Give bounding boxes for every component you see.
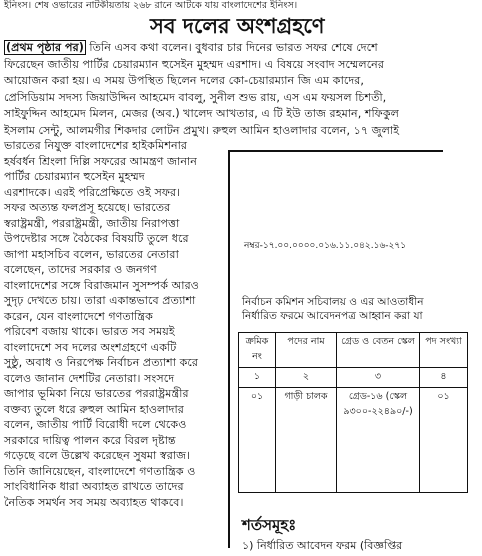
column-line: নৈতিক সমর্থন সব সময় অব্যাহত থাকবে। bbox=[4, 495, 184, 509]
article-body bbox=[4, 40, 434, 140]
cell-post-count: ০১ bbox=[420, 388, 468, 493]
column-number: ২ bbox=[276, 368, 337, 388]
vacancy-table bbox=[238, 332, 468, 493]
column-line: সফর অত্যন্ত ফলপ্রসূ হয়েছে। ভারতের bbox=[4, 201, 171, 214]
memo-number: নম্বর-১৭.০০.০০০০.০১৬.১১.০৪২.১৬-২৭১ bbox=[244, 241, 407, 251]
column-line: হর্ষবর্ধন শ্রিংলা দিল্লি সফরের আমন্ত্রণ জানান bbox=[4, 154, 197, 168]
column-line: জাপার ভূমিকা নিয়ে ভারতের পররাষ্ট্রমন্ত্রীর bbox=[4, 387, 189, 400]
column-line: সরকারে দায়িত্ব পালন করে বিরল দৃষ্টান্ত bbox=[4, 433, 176, 447]
cell-serial: ০১ bbox=[239, 388, 276, 493]
header-grade-scale: গ্রেড ও বেতন স্কেল bbox=[337, 333, 420, 368]
article-line bbox=[4, 40, 434, 57]
column-line: সাংবিধানিক ধারা অব্যাহত রাখতে তাদের bbox=[4, 480, 184, 493]
column-line: করেন, যেন বাংলাদেশে গণতান্ত্রিক bbox=[4, 309, 153, 323]
article-line: ইসলাম সেন্টু, আলমগীর শিকদার লোটন প্রমুখ। রুহুল আমিন হাওলাদার বলেন, ১৭ জুলাই bbox=[4, 123, 400, 137]
table-numbering-row bbox=[239, 368, 468, 388]
article-headline: সব দলের অংশগ্রহণে bbox=[150, 14, 325, 38]
article-line: ফিরেছেন জাতীয় পার্টির চেয়ারম্যান হুসেইন মুহম্মদ এরশাদ। এ বিষয়ে সংবাদ সম্মেলনের bbox=[4, 57, 385, 71]
table-row bbox=[239, 388, 468, 493]
terms-heading: শর্তসমূহঃ bbox=[242, 516, 297, 534]
article-line: আয়োজন করা হয়। এ সময় উপস্থিত ছিলেন দলের কো-চেয়ারম্যান জি এম কাদের, bbox=[4, 74, 364, 88]
column-number: ১ bbox=[239, 368, 276, 388]
column-line: বলেও জানান দেশটির নেতারা। সংসদে bbox=[4, 371, 175, 385]
column-line: বাংলাদেশের সঙ্গে বিরাজমান সুসম্পর্ক আরও bbox=[4, 278, 200, 292]
table-header-row bbox=[239, 333, 468, 368]
notice-intro bbox=[242, 295, 482, 323]
column-line: গড়েছে বলে উল্লেখ করেছেন সুষমা স্বরাজ। bbox=[4, 449, 191, 462]
column-line: ভারতের নিযুক্ত বাংলাদেশের হাইকমিশনার bbox=[4, 139, 188, 152]
header-serial: ক্রমিক নং bbox=[239, 333, 276, 368]
column-line: স্বরাষ্ট্রমন্ত্রী, পররাষ্ট্রমন্ত্রী, জাতীয় নিরাপত্তা bbox=[4, 216, 180, 230]
article-line: প্রেসিডিয়াম সদস্য জিয়াউদ্দিন আহমেদ বাবলু, সুনীল শুভ রায়, এস এম ফয়সল চিশতী, bbox=[4, 90, 387, 104]
column-number: ৩ bbox=[337, 368, 420, 388]
notice-intro-line: নির্ধারিত ফরমে আবেদনপত্র আহ্বান করা যা bbox=[242, 310, 423, 322]
column-line: বলেন, জাতীয় পার্টি বিরোধী দলে থেকেও bbox=[4, 418, 187, 431]
continuation-label: (প্রথম পৃষ্ঠার পর) bbox=[6, 41, 84, 54]
column-line: বক্তব্য তুলে ধরে রুহুল আমিন হাওলাদার bbox=[4, 402, 184, 416]
notice-intro-line: নির্বাচন কমিশন সচিবালয় ও এর আওতাধীন bbox=[242, 296, 424, 308]
header-post-name: পদের নাম bbox=[276, 333, 337, 368]
column-line: বলেছেন, তাদের সরকার ও জনগণ bbox=[4, 263, 157, 276]
column-line: বাংলাদেশে সব দলের অংশগ্রহণে একটি bbox=[4, 340, 177, 354]
recruitment-notice bbox=[228, 150, 462, 552]
column-line: সুদৃঢ় দেখতে চায়। তারা একান্তভাবে প্রত্যাশা bbox=[4, 294, 196, 307]
article-line: সাইফুদ্দিন আহমেদ মিলন, মেজর (অব.) খালেদ আখতার, এ টি ইউ তাজ রহমান, শফিকুল bbox=[4, 107, 399, 121]
column-line: তিনি জানিয়েছেন, বাংলাদেশে গণতান্ত্রিক ও bbox=[4, 464, 196, 478]
column-number: ৪ bbox=[420, 368, 468, 388]
header-post-count: পদ সংখ্যা bbox=[420, 333, 468, 368]
article-line-text: তিনি এসব কথা বলেন। বুধবার চার দিনের ভারত সফর শেষে দেশে bbox=[85, 41, 378, 54]
previous-article-tail: ইনিংস। শেষ ওভারের নাটকীয়তায় ২৬৮ রানে আটকে যায় বাংলাদেশের ইনিংস। bbox=[4, 0, 298, 11]
column-line: উপদেষ্টার সঙ্গে বৈঠকের বিষয়টি তুলে ধরে bbox=[4, 232, 189, 245]
column-line: পরিবেশ বজায় থাকে। ভারত সব সময়ই bbox=[4, 325, 175, 338]
terms-item: ১) নির্ধারিত আবেদন ফরম (বিজ্ঞপ্তির bbox=[242, 539, 403, 552]
column-line: এরশাদকে। এরই পরিপ্রেক্ষিতে ওই সফর। bbox=[4, 185, 181, 199]
column-line: সুষ্ঠু, অবাধ ও নিরপেক্ষ নির্বাচন প্রত্যাশা করে bbox=[4, 356, 199, 369]
article-left-column bbox=[4, 138, 222, 510]
cell-post-name: গাড়ী চালক bbox=[276, 388, 337, 493]
column-line: জাপা মহাসচিব বলেন, ভারতের নেতারা bbox=[4, 247, 179, 261]
cell-grade-scale: গ্রেড-১৬ (স্কেল ৯৩০০-২২৪৯০/-) bbox=[337, 388, 420, 493]
column-line: পার্টির চেয়ারম্যান হুসেইন মুহম্মদ bbox=[4, 170, 145, 183]
